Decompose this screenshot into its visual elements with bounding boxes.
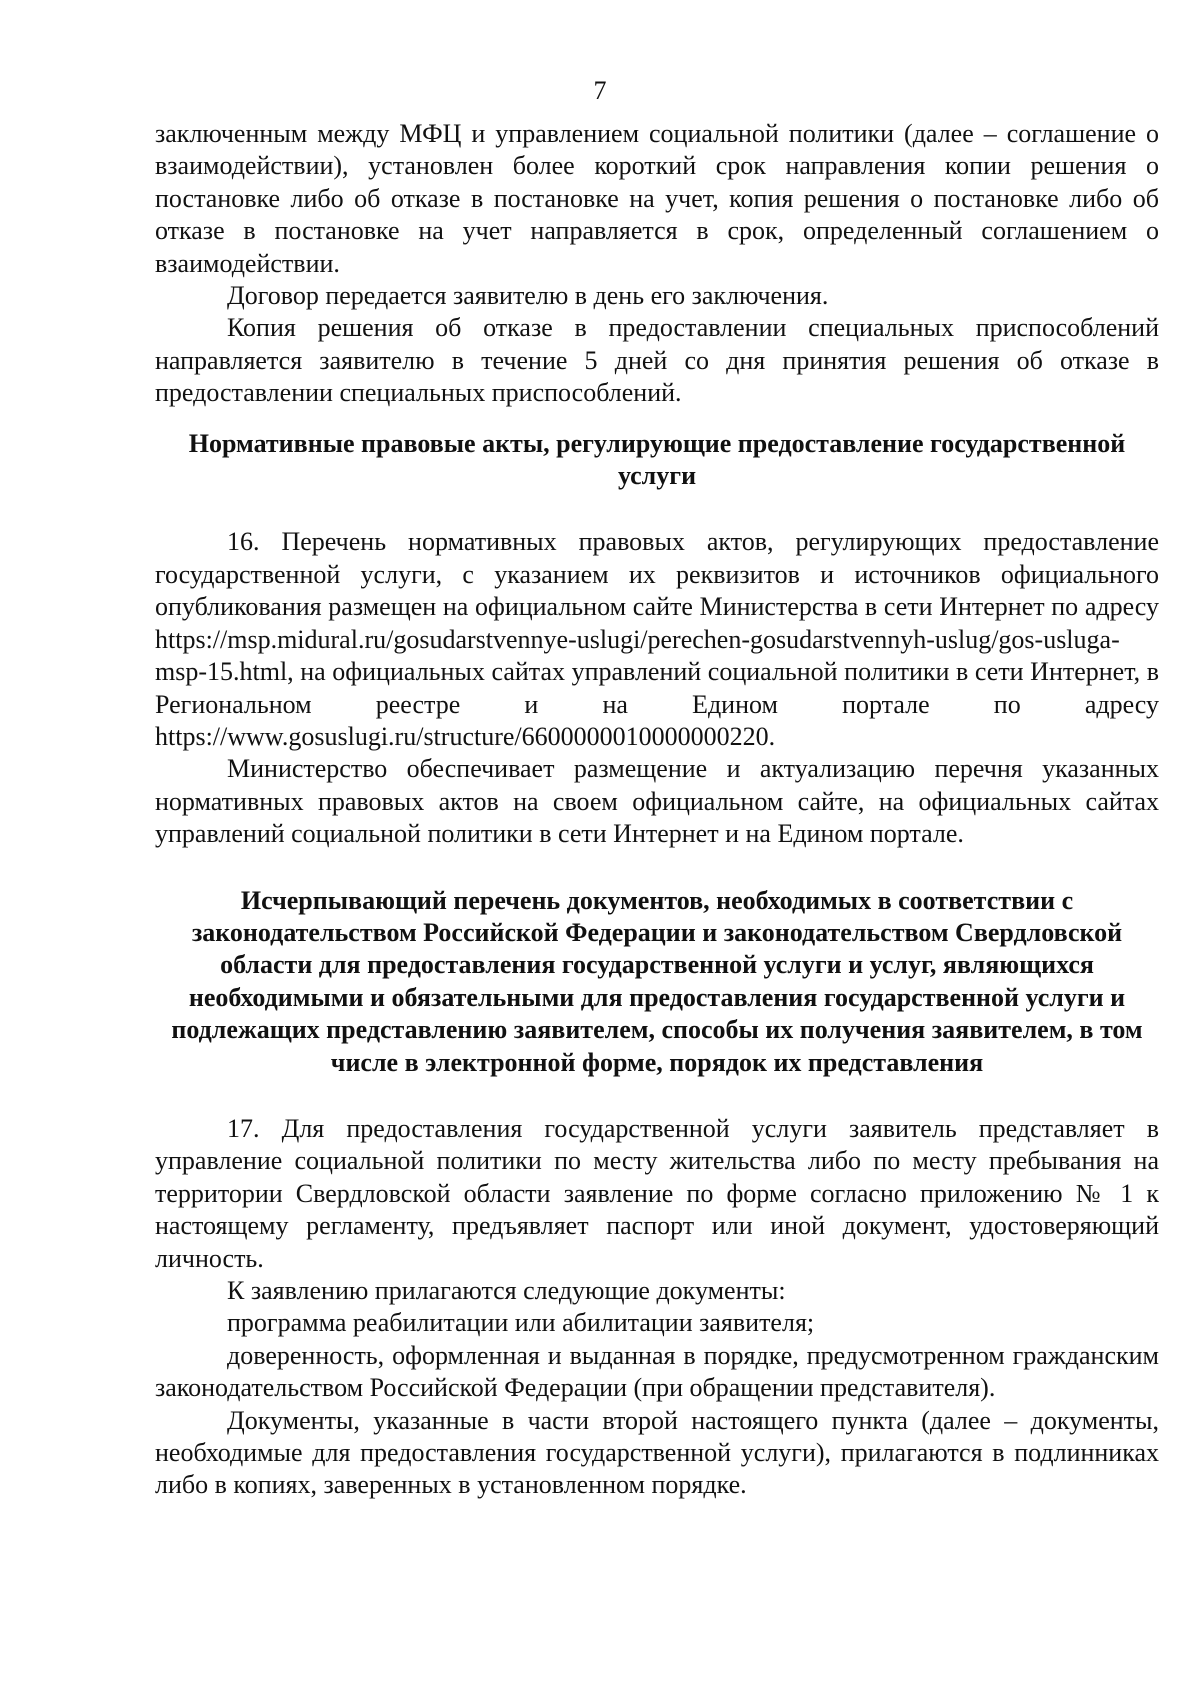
- paragraph-16-list: 16. Перечень нормативных правовых актов, регулирующих предоставление государственной услуги, с указанием их реквизитов и источников официального опубликования размещен на официальном сайте Министерства в сети Интернет по адресу https://msp.midural.ru/gosudarstvennye-uslugi/perechen-gosudarstvennyh-uslug/gos-usluga-msp-15.html, на официальных сайтах управлений социальной политики в сети Интернет, в Региональном реестре и на Едином портале по адресу https://www.gosuslugi.ru/structure/6600000010000000220.: [155, 527, 1159, 751]
- paragraph-17-application: 17. Для предоставления государственной услуги заявитель представляет в управление социальной политики по месту жительства либо по месту пребывания на территории Свердловской области заявление по форме согласно приложению № 1 к настоящему регламенту, предъявляет паспорт или иной документ, удостоверяющий личность.: [155, 1113, 1159, 1273]
- paragraph-17-program: программа реабилитации или абилитации заявителя;: [227, 1308, 815, 1338]
- document-body: [155, 118, 1159, 1502]
- paragraph-contract-transfer: Договор передается заявителю в день его заключения.: [227, 281, 829, 311]
- paragraph-refusal-copy: Копия решения об отказе в предоставлении специальных приспособлений направляется заявителю в течение 5 дней со дня принятия решения об отказе в предоставлении специальных приспособлений.: [155, 313, 1159, 408]
- paragraph-16-ministry: Министерство обеспечивает размещение и актуализацию перечня указанных нормативных правовых актов на своем официальном сайте, на официальных сайтах управлений социальной политики в сети Интернет и на Едином портале.: [155, 754, 1159, 849]
- heading-documents-list: Исчерпывающий перечень документов, необходимых в соответствии с законодательством Российской Федерации и законодательством Свердловской области для предоставления государственной услуги и услуг, являющихся необходимыми и обязательными для предоставления государственной услуги и подлежащих представлению заявителем, способы их получения заявителем, в том числе в электронной форме, порядок их представления: [171, 885, 1143, 1077]
- paragraph-17-power-of-attorney: доверенность, оформленная и выданная в порядке, предусмотренном гражданским законодательством Российской Федерации (при обращении представителя).: [155, 1340, 1159, 1403]
- paragraph-intro-continuation: заключенным между МФЦ и управлением социальной политики (далее – соглашение о взаимодействии), установлен более короткий срок направления копии решения о постановке либо об отказе в постановке на учет, копия решения о постановке либо об отказе в постановке на учет направляется в срок, определенный соглашением о взаимодействии.: [155, 119, 1159, 278]
- paragraph-17-originals: Документы, указанные в части второй настоящего пункта (далее – документы, необходимые для предоставления государственной услуги), прилагаются в подлинниках либо в копиях, заверенных в установленном порядке.: [155, 1405, 1159, 1500]
- heading-normative-acts: Нормативные правовые акты, регулирующие предоставление государственной услуги: [188, 428, 1126, 491]
- paragraph-17-attachments: К заявлению прилагаются следующие документы:: [227, 1276, 786, 1305]
- page-number: 7: [593, 76, 607, 105]
